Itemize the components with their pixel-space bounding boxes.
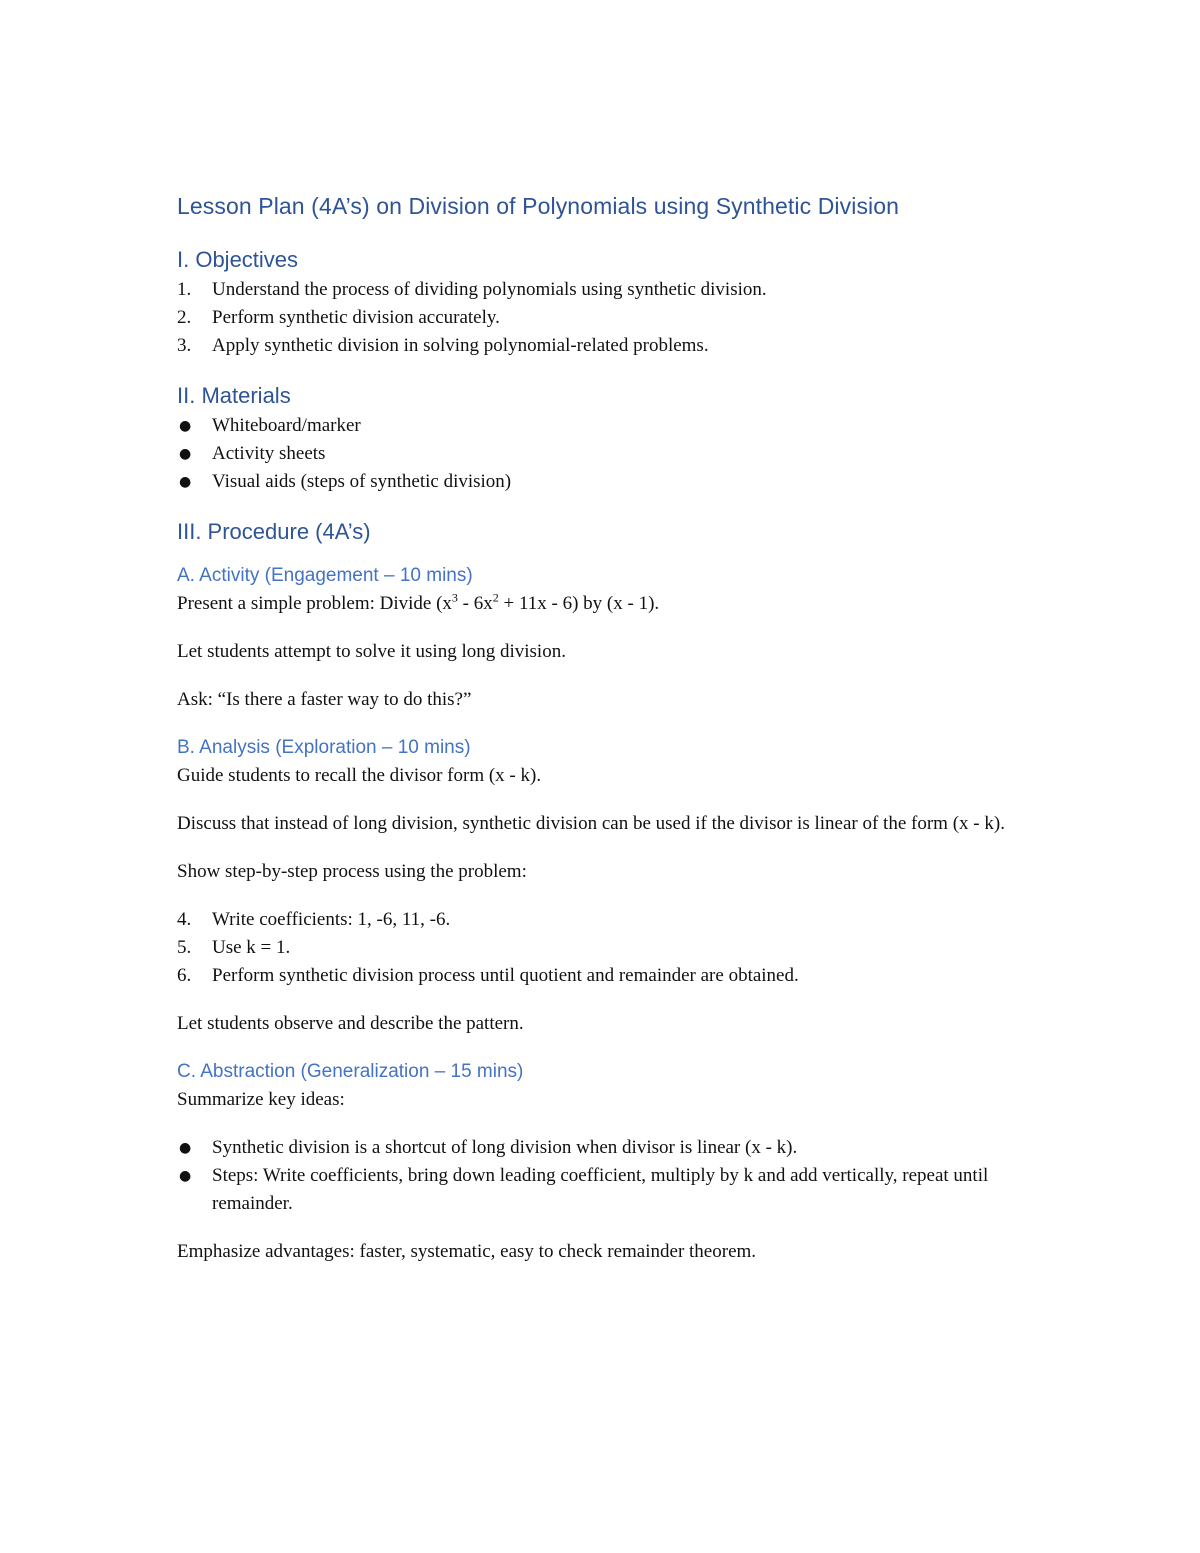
analysis-paragraph: Guide students to recall the divisor form (x - k).	[177, 765, 542, 786]
list-number: 1.	[177, 279, 192, 300]
activity-question: Ask: “Is there a faster way to do this?”	[177, 689, 472, 710]
abstraction-list	[177, 1134, 1057, 1218]
objectives-heading: I. Objectives	[177, 247, 299, 272]
list-item	[177, 412, 1057, 440]
procedure-heading: III. Procedure (4A’s)	[177, 519, 371, 544]
materials-heading: II. Materials	[177, 383, 291, 408]
materials-list	[177, 412, 1057, 496]
list-item	[177, 304, 1057, 332]
bullet-icon: ●	[179, 1140, 192, 1156]
abstraction-heading: C. Abstraction (Generalization – 15 mins)	[177, 1061, 524, 1082]
abstraction-paragraph: Summarize key ideas:	[177, 1089, 345, 1110]
bullet-icon: ●	[179, 446, 192, 462]
bullet-icon: ●	[179, 1168, 192, 1184]
list-item-text: Apply synthetic division in solving polynomial-related problems.	[212, 335, 709, 356]
list-item-text: Perform synthetic division process until quotient and remainder are obtained.	[212, 965, 799, 986]
list-number: 5.	[177, 937, 192, 958]
activity-problem: Present a simple problem: Divide $(x^3 - 6x^2 + 11x - 6)$ by (x - 1).	[177, 590, 660, 614]
list-number: 3.	[177, 335, 192, 356]
analysis-paragraph: Discuss that instead of long division, synthetic division can be used if the divisor is linear of the form (x - k).	[177, 813, 1005, 834]
document-content	[177, 188, 1057, 1286]
list-number: 2.	[177, 307, 192, 328]
bullet-icon: ●	[179, 418, 192, 434]
list-item	[177, 962, 1057, 990]
list-item-text: Synthetic division is a shortcut of long division when divisor is linear (x - k).	[212, 1137, 798, 1158]
analysis-paragraph: Let students observe and describe the pattern.	[177, 1013, 524, 1034]
list-item-text: Steps: Write coefficients, bring down leading coefficient, multiply by k and add vertically, repeat until remainder.	[212, 1165, 989, 1214]
analysis-heading: B. Analysis (Exploration – 10 mins)	[177, 737, 471, 758]
document-title: Lesson Plan (4A’s) on Division of Polynomials using Synthetic Division	[177, 193, 900, 219]
analysis-paragraph: Show step-by-step process using the problem:	[177, 861, 527, 882]
bullet-icon: ●	[179, 474, 192, 490]
list-number: 6.	[177, 965, 192, 986]
list-item-text: Activity sheets	[212, 443, 326, 464]
list-number: 4.	[177, 909, 192, 930]
abstraction-paragraph: Emphasize advantages: faster, systematic, easy to check remainder theorem.	[177, 1241, 757, 1262]
list-item-text: Visual aids (steps of synthetic division)	[212, 471, 512, 492]
list-item	[177, 468, 1057, 496]
list-item-text: Perform synthetic division accurately.	[212, 307, 500, 328]
list-item-text: Understand the process of dividing polynomials using synthetic division.	[212, 279, 767, 300]
list-item-text: Whiteboard/marker	[212, 415, 361, 436]
objectives-list	[177, 276, 1057, 360]
list-item	[177, 332, 1057, 360]
activity-heading: A. Activity (Engagement – 10 mins)	[177, 565, 473, 586]
list-item-text: Use k = 1.	[212, 937, 291, 958]
list-item	[177, 934, 1057, 962]
list-item	[177, 440, 1057, 468]
list-item	[177, 906, 1057, 934]
list-item-text: Write coefficients: 1, -6, 11, -6.	[212, 909, 451, 930]
list-item	[177, 1134, 1057, 1162]
list-item	[177, 276, 1057, 304]
list-item	[177, 1162, 1057, 1218]
activity-paragraph: Let students attempt to solve it using long division.	[177, 641, 566, 662]
analysis-steps-list	[177, 906, 1057, 990]
